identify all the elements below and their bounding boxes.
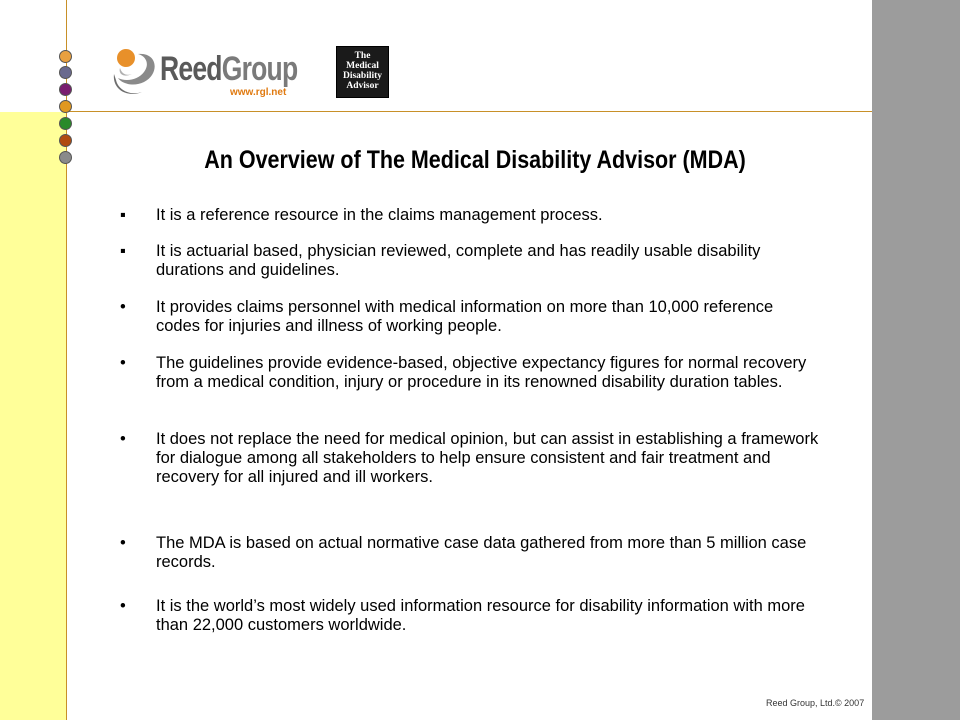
reedgroup-swirl-icon [108, 44, 164, 104]
dot-6 [59, 134, 72, 147]
dot-7 [59, 151, 72, 164]
bullet-text: It is a reference resource in the claims management process. [156, 206, 603, 224]
badge-line-1: The [354, 51, 371, 61]
bullet-item [120, 242, 820, 280]
bullet-text: It is the world’s most widely used information resource for disability information with more than 22,000 customers worldwide. [156, 597, 805, 634]
dot-5 [59, 117, 72, 130]
bullet-item [120, 597, 820, 635]
dot-3 [59, 83, 72, 96]
bullet-marker: • [120, 430, 126, 448]
bullet-item [120, 430, 820, 487]
bullet-text: The guidelines provide evidence-based, objective expectancy figures for normal recovery from a medical condition, injury or procedure in its renowned disability duration tables. [156, 354, 807, 391]
bullet-item [120, 206, 820, 225]
bullet-marker: ▪ [120, 206, 126, 224]
bullet-marker: ▪ [120, 242, 126, 260]
left-accent-band [0, 112, 66, 720]
badge-line-4: Advisor [346, 81, 379, 91]
bullet-text: The MDA is based on actual normative case data gathered from more than 5 million case records. [156, 534, 807, 571]
bullet-marker: • [120, 298, 126, 316]
bullet-marker: • [120, 534, 126, 552]
dot-4 [59, 100, 72, 113]
logo-url: www.rgl.net [230, 87, 287, 98]
bullet-item [120, 354, 820, 392]
dot-2 [59, 66, 72, 79]
dot-1 [59, 50, 72, 63]
badge-line-2: Medical [346, 61, 379, 71]
mda-badge-logo [336, 46, 389, 98]
copyright-footer: Reed Group, Ltd.© 2007 [766, 698, 865, 708]
logo-group: Group [221, 50, 298, 88]
slide-title: An Overview of The Medical Disability Advisor (MDA) [204, 146, 746, 174]
bullet-item [120, 298, 820, 336]
bullet-item [120, 534, 820, 572]
bullet-marker: • [120, 354, 126, 372]
bullet-text: It does not replace the need for medical opinion, but can assist in establishing a framework for dialogue among all stakeholders to help ensure consistent and fair treatment and recovery for all injured and ill workers. [156, 430, 819, 486]
horizontal-rule [66, 111, 872, 112]
logo-wordmark [160, 50, 297, 89]
bullet-text: It provides claims personnel with medical information on more than 10,000 reference codes for injuries and illness of working people. [156, 298, 774, 335]
bullet-text: It is actuarial based, physician reviewed, complete and has readily usable disability durations and guidelines. [156, 242, 761, 279]
right-gray-band [872, 0, 960, 720]
logo-reed: Reed [160, 50, 222, 88]
bullet-marker: • [120, 597, 126, 615]
reedgroup-logo [108, 44, 308, 104]
badge-line-3: Disability [342, 71, 383, 81]
